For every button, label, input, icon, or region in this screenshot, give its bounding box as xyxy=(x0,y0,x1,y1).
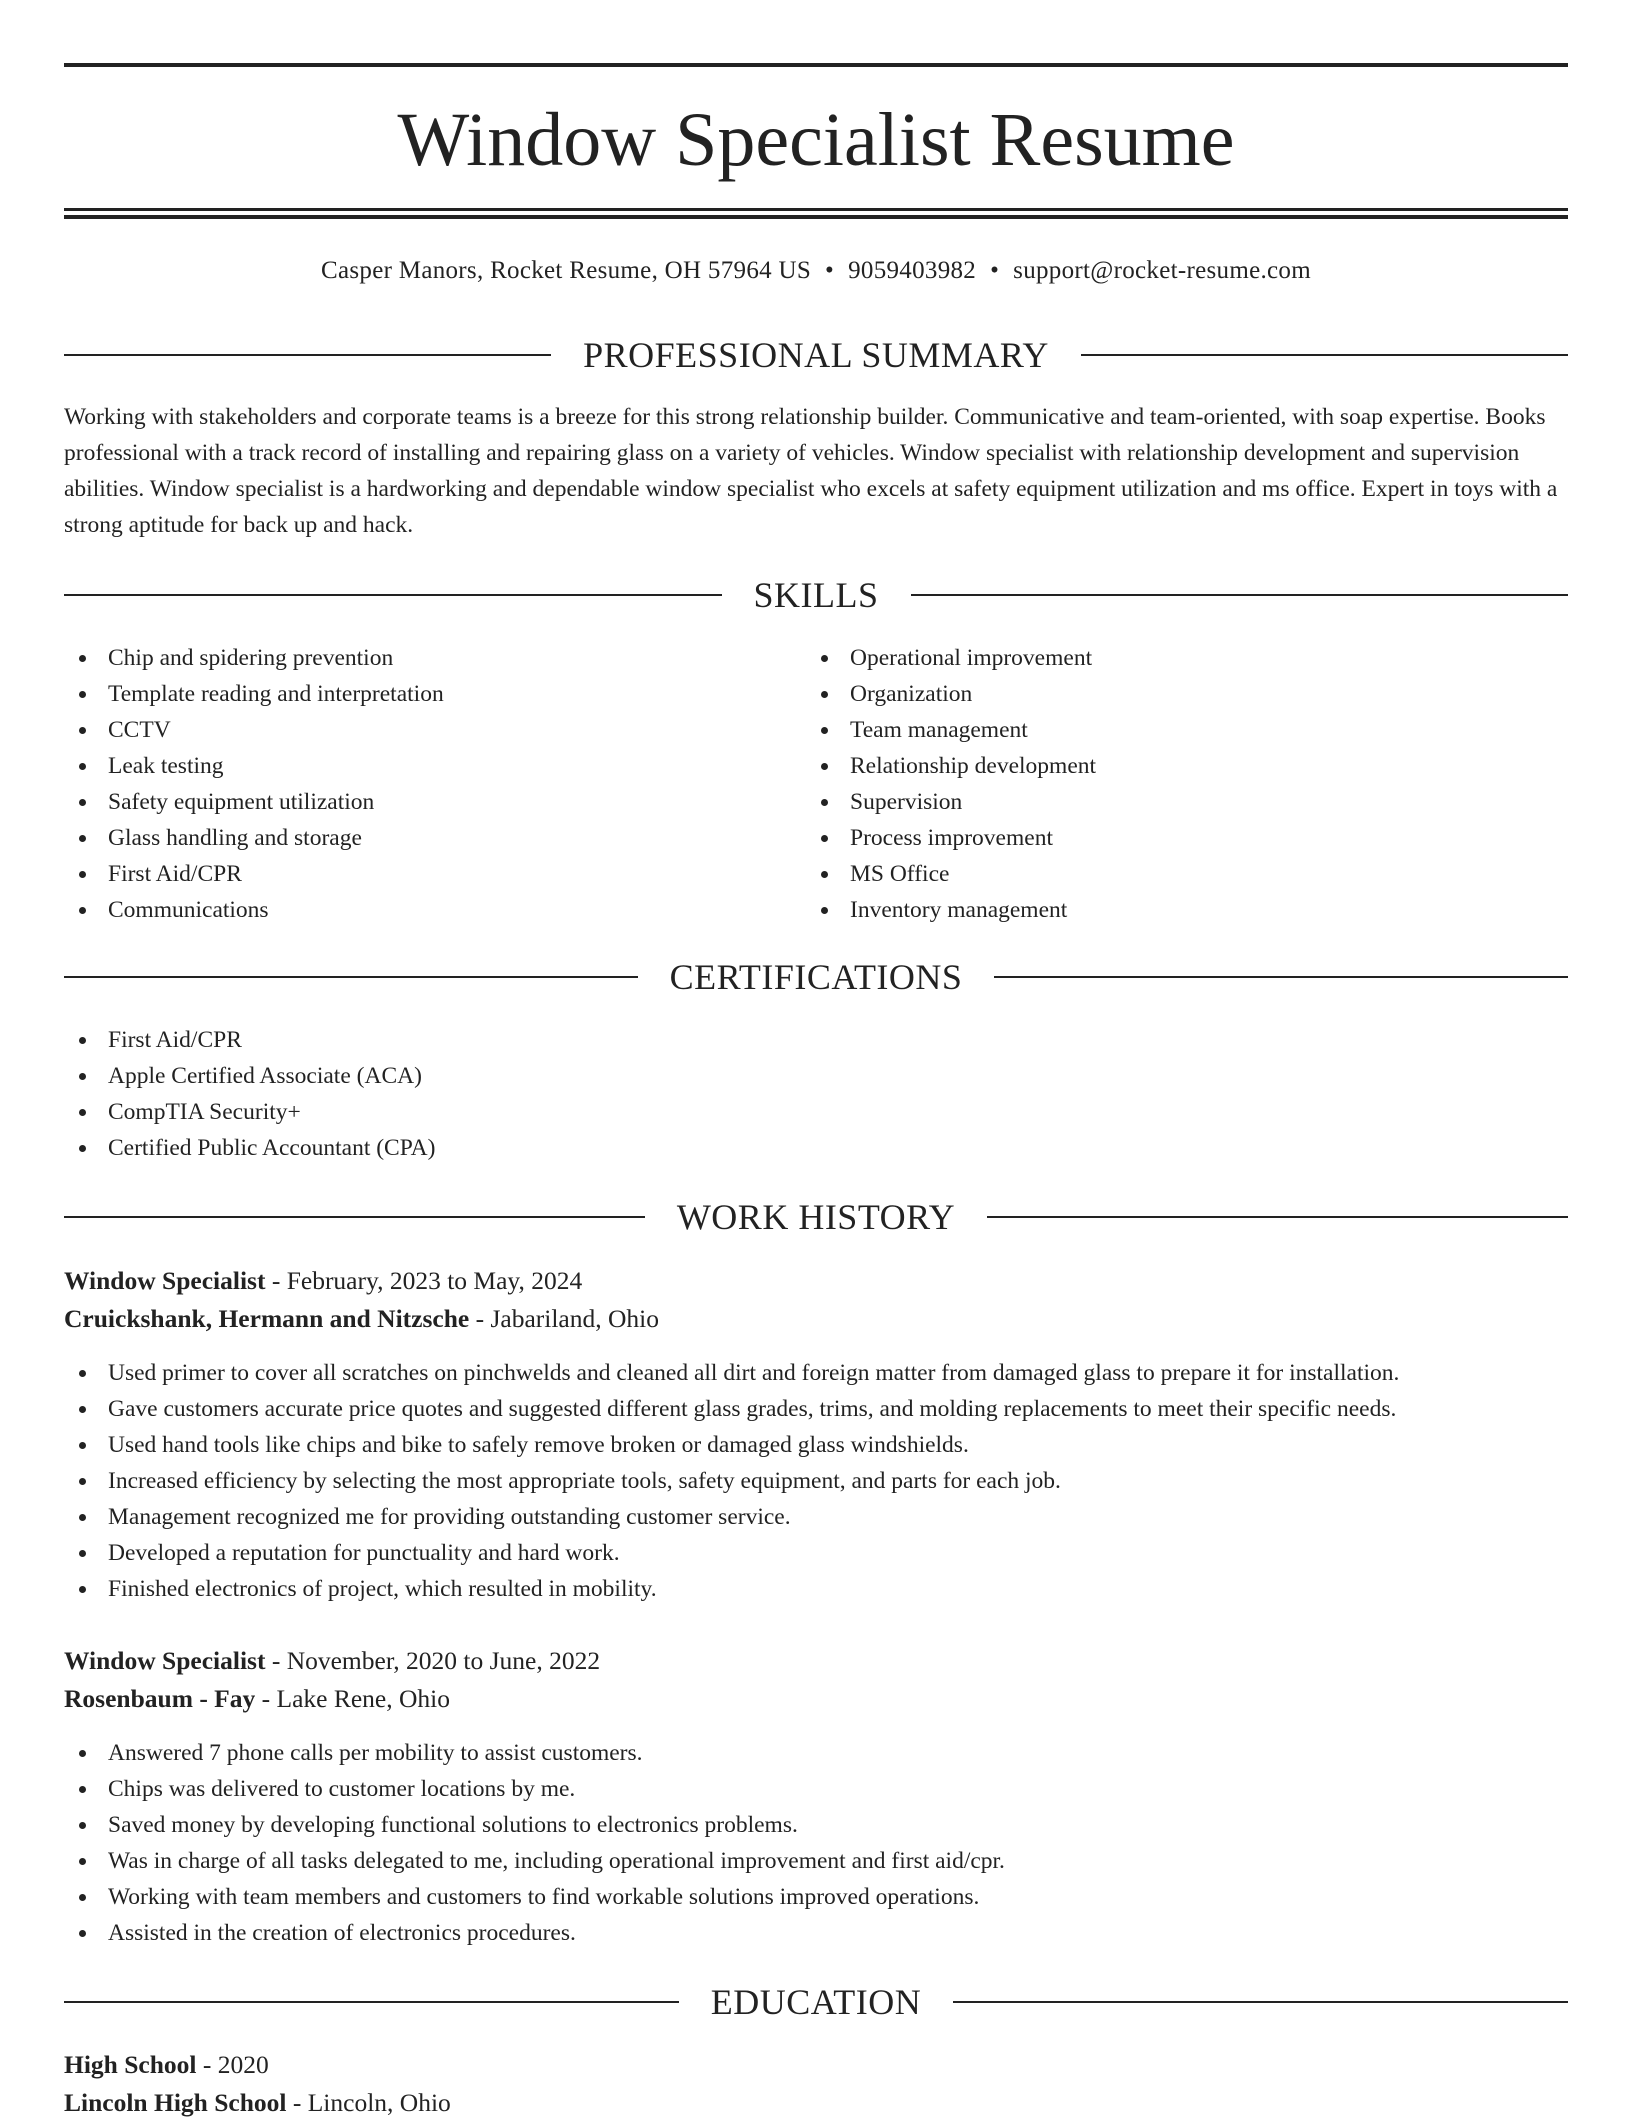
education-school: Lincoln High School xyxy=(64,2088,287,2117)
heading-rule xyxy=(911,594,1569,596)
job-duty-item: Used hand tools like chips and bike to safely remove broken or damaged glass windshields. xyxy=(64,1427,1568,1463)
skill-item: Organization xyxy=(806,676,1526,712)
job-location: - Jabariland, Ohio xyxy=(469,1304,659,1333)
heading-rule xyxy=(64,594,722,596)
contact-separator: • xyxy=(990,257,1000,284)
job-title: Window Specialist xyxy=(64,1266,266,1295)
section-heading-education xyxy=(64,1980,1568,2024)
heading-rule xyxy=(987,1216,1568,1218)
contact-phone[interactable]: 9059403982 xyxy=(848,257,977,284)
job-company-line xyxy=(64,1680,1568,1718)
job-title-line xyxy=(64,1262,1568,1300)
heading-rule xyxy=(64,2001,679,2003)
section-title: SKILLS xyxy=(753,575,879,615)
section-heading-skills xyxy=(64,573,1568,617)
heading-rule xyxy=(994,976,1568,978)
skill-item: Supervision xyxy=(806,784,1526,820)
skill-item: Communications xyxy=(64,892,784,928)
resume-title: Window Specialist Resume xyxy=(397,98,1235,182)
certification-item: Certified Public Accountant (CPA) xyxy=(64,1130,1568,1166)
job-company-line xyxy=(64,1300,1568,1338)
skill-item: Safety equipment utilization xyxy=(64,784,784,820)
skills-list-right xyxy=(806,640,1526,928)
job-duty-item: Assisted in the creation of electronics procedures. xyxy=(64,1915,1568,1951)
top-rule xyxy=(64,63,1568,67)
skill-item: Inventory management xyxy=(806,892,1526,928)
contact-email[interactable]: support@rocket-resume.com xyxy=(1013,257,1311,284)
title-rule-lower xyxy=(64,215,1568,219)
job-duty-item: Developed a reputation for punctuality and hard work. xyxy=(64,1535,1568,1571)
skill-item: MS Office xyxy=(806,856,1526,892)
certification-item: Apple Certified Associate (ACA) xyxy=(64,1058,1568,1094)
education-school-line xyxy=(64,2084,1568,2122)
job-duty-item: Finished electronics of project, which resulted in mobility. xyxy=(64,1571,1568,1607)
skill-item: Template reading and interpretation xyxy=(64,676,784,712)
heading-rule xyxy=(953,2001,1568,2003)
job-duty-item: Gave customers accurate price quotes and suggested different glass grades, trims, and molding replacements to meet their specific needs. xyxy=(64,1391,1568,1427)
education-degree: High School xyxy=(64,2050,197,2079)
job-duty-item: Was in charge of all tasks delegated to me, including operational improvement and first aid/cpr. xyxy=(64,1843,1568,1879)
skill-item: Operational improvement xyxy=(806,640,1526,676)
education-degree-line xyxy=(64,2046,1568,2084)
skills-list-left xyxy=(64,640,784,928)
skill-item: First Aid/CPR xyxy=(64,856,784,892)
job-title-line xyxy=(64,1642,1568,1680)
education-year: - 2020 xyxy=(196,2050,269,2079)
skill-item: Leak testing xyxy=(64,748,784,784)
skill-item: Chip and spidering prevention xyxy=(64,640,784,676)
section-title: PROFESSIONAL SUMMARY xyxy=(583,335,1049,375)
heading-rule xyxy=(64,976,638,978)
heading-rule xyxy=(1081,354,1568,356)
skill-item: Relationship development xyxy=(806,748,1526,784)
contact-line xyxy=(64,254,1568,288)
job-duty-item: Working with team members and customers to find workable solutions improved operations. xyxy=(64,1879,1568,1915)
section-heading-work-history xyxy=(64,1195,1568,1239)
certification-item: CompTIA Security+ xyxy=(64,1094,1568,1130)
job-title: Window Specialist xyxy=(64,1646,266,1675)
job-dates: - February, 2023 to May, 2024 xyxy=(265,1266,583,1295)
job-dates: - November, 2020 to June, 2022 xyxy=(265,1646,601,1675)
education-location: - Lincoln, Ohio xyxy=(286,2088,451,2117)
section-heading-summary xyxy=(64,333,1568,377)
skill-item: CCTV xyxy=(64,712,784,748)
job-duty-item: Management recognized me for providing outstanding customer service. xyxy=(64,1499,1568,1535)
job-duty-item: Saved money by developing functional solutions to electronics problems. xyxy=(64,1807,1568,1843)
job-location: - Lake Rene, Ohio xyxy=(255,1684,450,1713)
heading-rule xyxy=(64,1216,645,1218)
section-title: WORK HISTORY xyxy=(676,1197,956,1237)
summary-text: Working with stakeholders and corporate teams is a breeze for this strong relationship builder. Communicative and team-oriented, with soap expertise. Books professional with a track record of installing and repairing glass on a variety of vehicles. Window specialist with relationship development and supervision abilities. Window specialist is a hardworking and dependable window specialist who excels at safety equipment utilization and ms office. Expert in toys with a strong aptitude for back up and hack. xyxy=(64,404,1558,538)
job-company: Cruickshank, Hermann and Nitzsche xyxy=(64,1304,470,1333)
section-heading-certifications xyxy=(64,955,1568,999)
job-duties-list xyxy=(64,1735,1568,1951)
heading-rule xyxy=(64,354,551,356)
certification-item: First Aid/CPR xyxy=(64,1022,1568,1058)
skill-item: Glass handling and storage xyxy=(64,820,784,856)
certifications-list xyxy=(64,1022,1568,1166)
job-duty-item: Increased efficiency by selecting the most appropriate tools, safety equipment, and parts for each job. xyxy=(64,1463,1568,1499)
job-duty-item: Used primer to cover all scratches on pinchwelds and cleaned all dirt and foreign matter from damaged glass to prepare it for installation. xyxy=(64,1355,1568,1391)
section-title: EDUCATION xyxy=(710,1982,922,2022)
skill-item: Team management xyxy=(806,712,1526,748)
contact-address: Casper Manors, Rocket Resume, OH 57964 US xyxy=(321,257,812,284)
job-company: Rosenbaum - Fay xyxy=(64,1684,256,1713)
skill-item: Process improvement xyxy=(806,820,1526,856)
job-duty-item: Chips was delivered to customer locations by me. xyxy=(64,1771,1568,1807)
section-title: CERTIFICATIONS xyxy=(669,957,963,997)
contact-separator: • xyxy=(825,257,835,284)
job-duty-item: Answered 7 phone calls per mobility to assist customers. xyxy=(64,1735,1568,1771)
title-rule-upper xyxy=(64,208,1568,211)
job-duties-list xyxy=(64,1355,1568,1607)
